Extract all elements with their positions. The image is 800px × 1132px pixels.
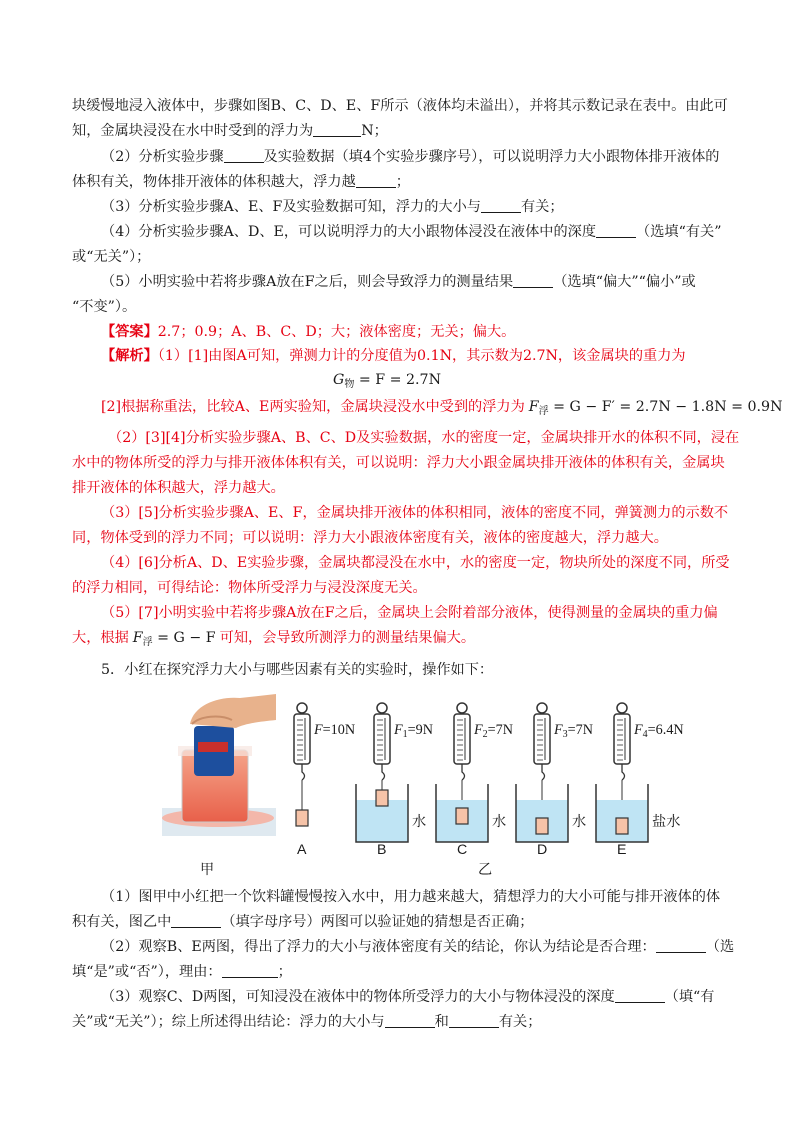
q5-part2-line1: （2）观察B、E两图，得出了浮力的大小与液体密度有关的结论，你认为结论是否合理： （选 (101, 939, 735, 955)
spring-scale-body (374, 714, 390, 764)
analysis-line4a: （3）[5]分析实验步骤A、E、F，金属块排开液体的体积相同，液体的密度不同，弹簧测力的示数不 (101, 505, 729, 521)
answer-blank[interactable] (222, 963, 278, 978)
scale-hook (302, 764, 305, 780)
spring-scale-body (534, 714, 550, 764)
q4-part5-line2: “不变”）。 (72, 299, 137, 315)
liquid-label: 水 (412, 814, 427, 830)
spring-scale-body (294, 714, 310, 764)
q5-part2-line2: 填“是”或“否”），理由： ； (72, 964, 292, 980)
answer-blank[interactable] (171, 913, 221, 928)
analysis-line1: 【解析】（1）[1]由图A可知，弹测力计的分度值为0.1N，其示数为2.7N，该金属块的重力为 (101, 348, 686, 364)
scale-reading: $F_2=7N$ (474, 722, 514, 740)
metal-block (376, 790, 388, 806)
metal-block (616, 818, 628, 834)
scale-ring (297, 703, 307, 713)
answer-blank[interactable] (385, 1013, 435, 1028)
step-label: B (377, 842, 387, 858)
analysis-line6b: 大，根据 $F_浮 = G - F$ 可知，会导致所测浮力的测量结果偏大。 (72, 630, 476, 648)
answer-blank[interactable] (356, 173, 396, 188)
figure-jia-photo (160, 690, 278, 842)
formula-buoyancy-2: $F_浮 = G - F$ (132, 630, 216, 648)
scale-hook (542, 764, 545, 780)
step-label: E (617, 842, 627, 858)
scale-reading: $F_3=7N$ (554, 722, 594, 740)
scale-reading: $F_1=9N$ (394, 722, 434, 740)
answer-blank[interactable] (449, 1013, 499, 1028)
analysis-line5a: （4）[6]分析A、D、E实验步骤，金属块都浸没在水中，水的密度一定，物块所处的深度不同，所受 (101, 555, 730, 571)
scale-ring (377, 703, 387, 713)
analysis-line4b: 同，物体受到的浮力不同；可以说明：浮力大小跟液体密度有关，液体的密度越大，浮力越大。 (72, 530, 668, 546)
spring-scale-body (614, 714, 630, 764)
scale-hook (462, 764, 465, 780)
liquid-label: 盐水 (652, 814, 681, 830)
q4-line2: 知，金属块浸没在水中时受到的浮力为 N； (72, 123, 388, 139)
metal-block (536, 818, 548, 834)
metal-block (456, 808, 468, 824)
q4-part2-line2: 体积有关，物体排开液体的体积越大，浮力越 ； (72, 174, 410, 190)
q4-line1: 块缓慢地浸入液体中，步骤如图B、C、D、E、F所示（液体均未溢出），并将其示数记录在表中。由此可 (72, 98, 728, 114)
q5-part1-line1: （1）图甲中小红把一个饮料罐慢慢按入水中，用力越来越大，猜想浮力的大小可能与排开液体的体 (101, 889, 721, 905)
answer-blank[interactable] (313, 122, 361, 137)
step-label: A (297, 842, 307, 858)
q4-part4-line2: 或“无关”）； (72, 249, 151, 265)
scale-hook (622, 764, 625, 780)
formula-buoyancy: $F_浮 = G - F' = 2.7N - 1.8N = 0.9N$ (528, 399, 783, 417)
answer-blank[interactable] (481, 198, 521, 213)
analysis-line2: [2]根据称重法，比较A、E两实验知，金属块浸没水中受到的浮力为 $F_浮 = G - F' = 2.7N - 1.8N = 0.9N$ (101, 399, 783, 417)
answer-blank[interactable] (615, 988, 665, 1003)
spring-scale-body (454, 714, 470, 764)
answer-blank[interactable] (596, 223, 636, 238)
answer-label: 【答案】 (101, 324, 158, 340)
formula-gravity: $G_物 = F = 2.7N$ (333, 372, 441, 390)
liquid-label: 水 (572, 814, 587, 830)
analysis-line6a: （5）[7]小明实验中若将步骤A放在F之后，金属块上会附着部分液体，使得测量的金属块的重力偏 (101, 605, 718, 621)
q5-title: 5．小红在探究浮力大小与哪些因素有关的实验时，操作如下： (101, 662, 494, 678)
q5-part3-line2: 关”或“无关”）；综上所述得出结论：浮力的大小与 和 有关； (72, 1014, 542, 1030)
figure-label-jia: 甲 (200, 862, 215, 878)
metal-block (296, 810, 308, 826)
analysis-line3c: 排开液体的体积越大，浮力越大。 (72, 480, 285, 496)
figure-label-yi: 乙 (478, 862, 493, 878)
step-label: C (457, 842, 468, 858)
scale-ring (537, 703, 547, 713)
q5-part1-line2: 积有关，图乙中 （填字母序号）两图可以验证她的猜想是否正确； (72, 914, 534, 930)
q4-part3: （3）分析实验步骤A、E、F及实验数据可知，浮力的大小与 有关； (101, 199, 564, 215)
q4-part5-line1: （5）小明实验中若将步骤A放在F之后，则会导致浮力的测量结果 （选填“偏大”“偏小”或 (101, 274, 696, 290)
scale-reading: F=10N (314, 722, 356, 738)
scale-reading: $F_4=6.4N$ (634, 722, 684, 740)
analysis-line3a: （2）[3][4]分析实验步骤A、B、C、D及实验数据，水的密度一定，金属块排开水的体积不同，浸在 (108, 430, 740, 446)
scale-hook (382, 764, 385, 780)
answer-line (101, 322, 515, 342)
q5-part3-line1: （3）观察C、D两图，可知浸没在液体中的物体所受浮力的大小与物体浸没的深度 （填“有 (101, 989, 715, 1005)
liquid-label: 水 (492, 814, 507, 830)
q4-part4-line1: （4）分析实验步骤A、D、E，可以说明浮力的大小跟物体浸没在液体中的深度 （选填“有关” (101, 224, 722, 240)
analysis-label: 【解析】 (101, 348, 158, 364)
answer-blank[interactable] (513, 273, 553, 288)
scale-ring (457, 703, 467, 713)
scale-ring (617, 703, 627, 713)
q4-part2-line1: （2）分析实验步骤 及实验数据（填4个实验步骤序号），可以说明浮力大小跟物体排开液体的 (101, 149, 720, 165)
answer-blank[interactable] (224, 148, 264, 163)
answer-text: 2.7；0.9；A、B、C、D；大；液体密度；无关；偏大。 (157, 324, 516, 340)
answer-blank[interactable] (656, 938, 706, 953)
analysis-line5b: 的浮力相同，可得结论：物体所受浮力与浸没深度无关。 (72, 580, 427, 596)
analysis-line3b: 水中的物体所受的浮力与排开液体体积有关，可以说明：浮力大小跟金属块排开液体的体积有关，金属块 (72, 455, 725, 471)
step-label: D (537, 842, 548, 858)
